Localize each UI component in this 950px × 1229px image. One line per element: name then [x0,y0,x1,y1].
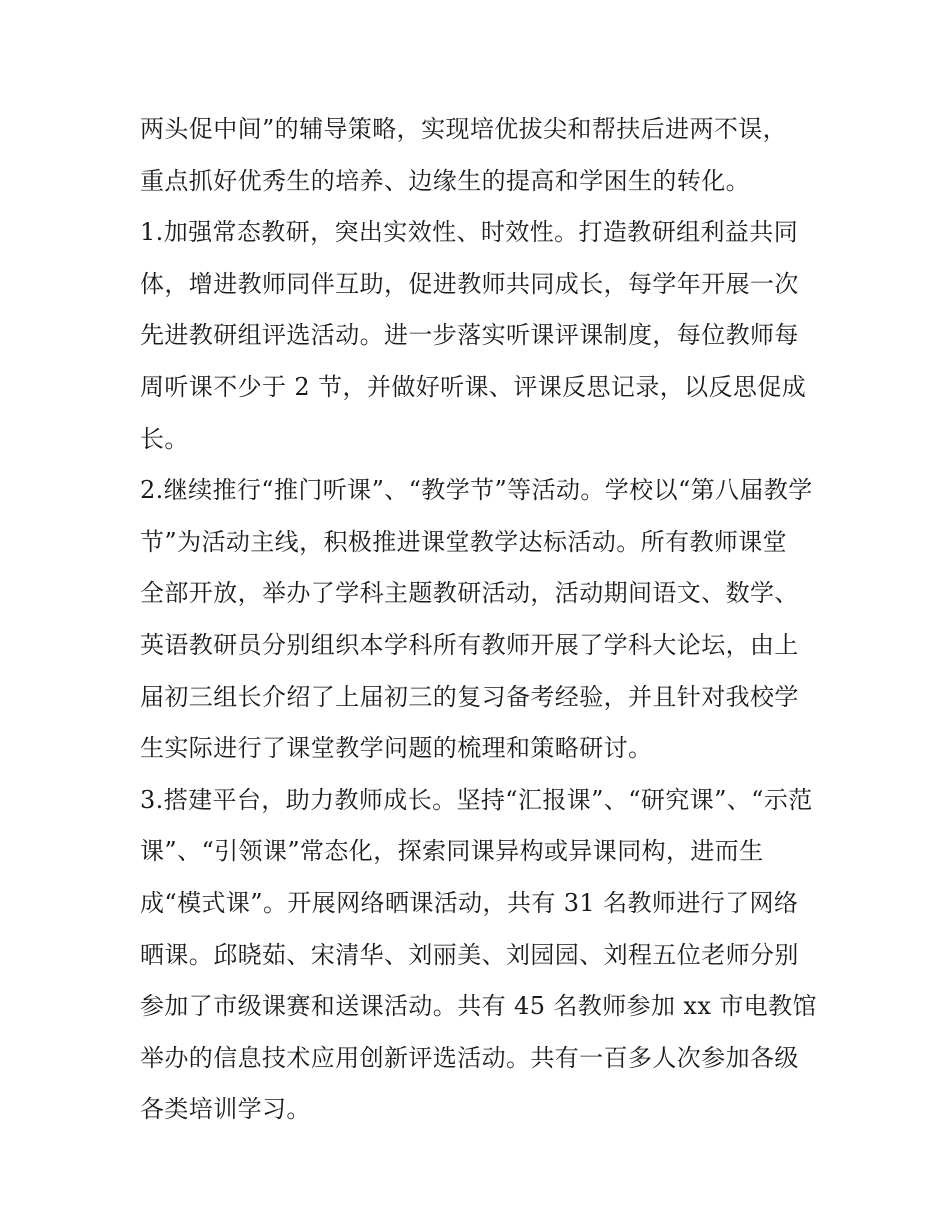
text-line: 课”、“引领课”常态化，探索同课异构或异课同构，进而生 [140,837,764,866]
text-line: 届初三组长介绍了上届初三的复习备考经验，并且针对我校学 [140,682,799,711]
text-line: 晒课。邱晓茹、宋清华、刘丽美、刘园园、刘程五位老师分别 [140,940,799,969]
text-line: 举办的信息技术应用创新评选活动。共有一百多人次参加各级 [140,1043,799,1072]
text-line: 1.加强常态教研，突出实效性、时效性。打造教研组利益共同 [140,218,799,247]
text-line: 两头促中间”的辅导策略，实现培优拔尖和帮扶后进两不误， [140,115,788,143]
text-line: 重点抓好优秀生的培养、边缘生的提高和学困生的转化。 [140,166,750,195]
text-line: 英语教研员分别组织本学科所有教师开展了学科大论坛，由上 [140,630,799,659]
text-line: 各类培训学习。 [140,1095,311,1124]
body-text [140,104,820,1136]
text-line: 周听课不少于 2 节，并做好听课、评课反思记录，以反思促成 [140,372,807,401]
text-line: 3.搭建平台，助力教师成长。坚持“汇报课”、“研究课”、“示范 [140,785,813,814]
text-line: 体，增进教师同伴互助，促进教师共同成长，每学年开展一次 [140,269,799,298]
text-line: 参加了市级课赛和送课活动。共有 45 名教师参加 xx 市电教馆 [140,992,817,1021]
text-line: 节”为活动主线，积极推进课堂教学达标活动。所有教师课堂 [140,527,788,556]
text-line: 生实际进行了课堂教学问题的梳理和策略研讨。 [140,734,653,763]
text-line: 成“模式课”。开展网络晒课活动，共有 31 名教师进行了网络 [140,888,799,917]
text-line: 先进教研组评选活动。进一步落实听课评课制度，每位教师每 [140,321,799,350]
text-line: 2.继续推行“推门听课”、“教学节”等活动。学校以“第八届教学 [140,476,813,505]
text-line: 长。 [140,424,189,453]
text-line: 全部开放，举办了学科主题教研活动，活动期间语文、数学、 [140,579,799,608]
